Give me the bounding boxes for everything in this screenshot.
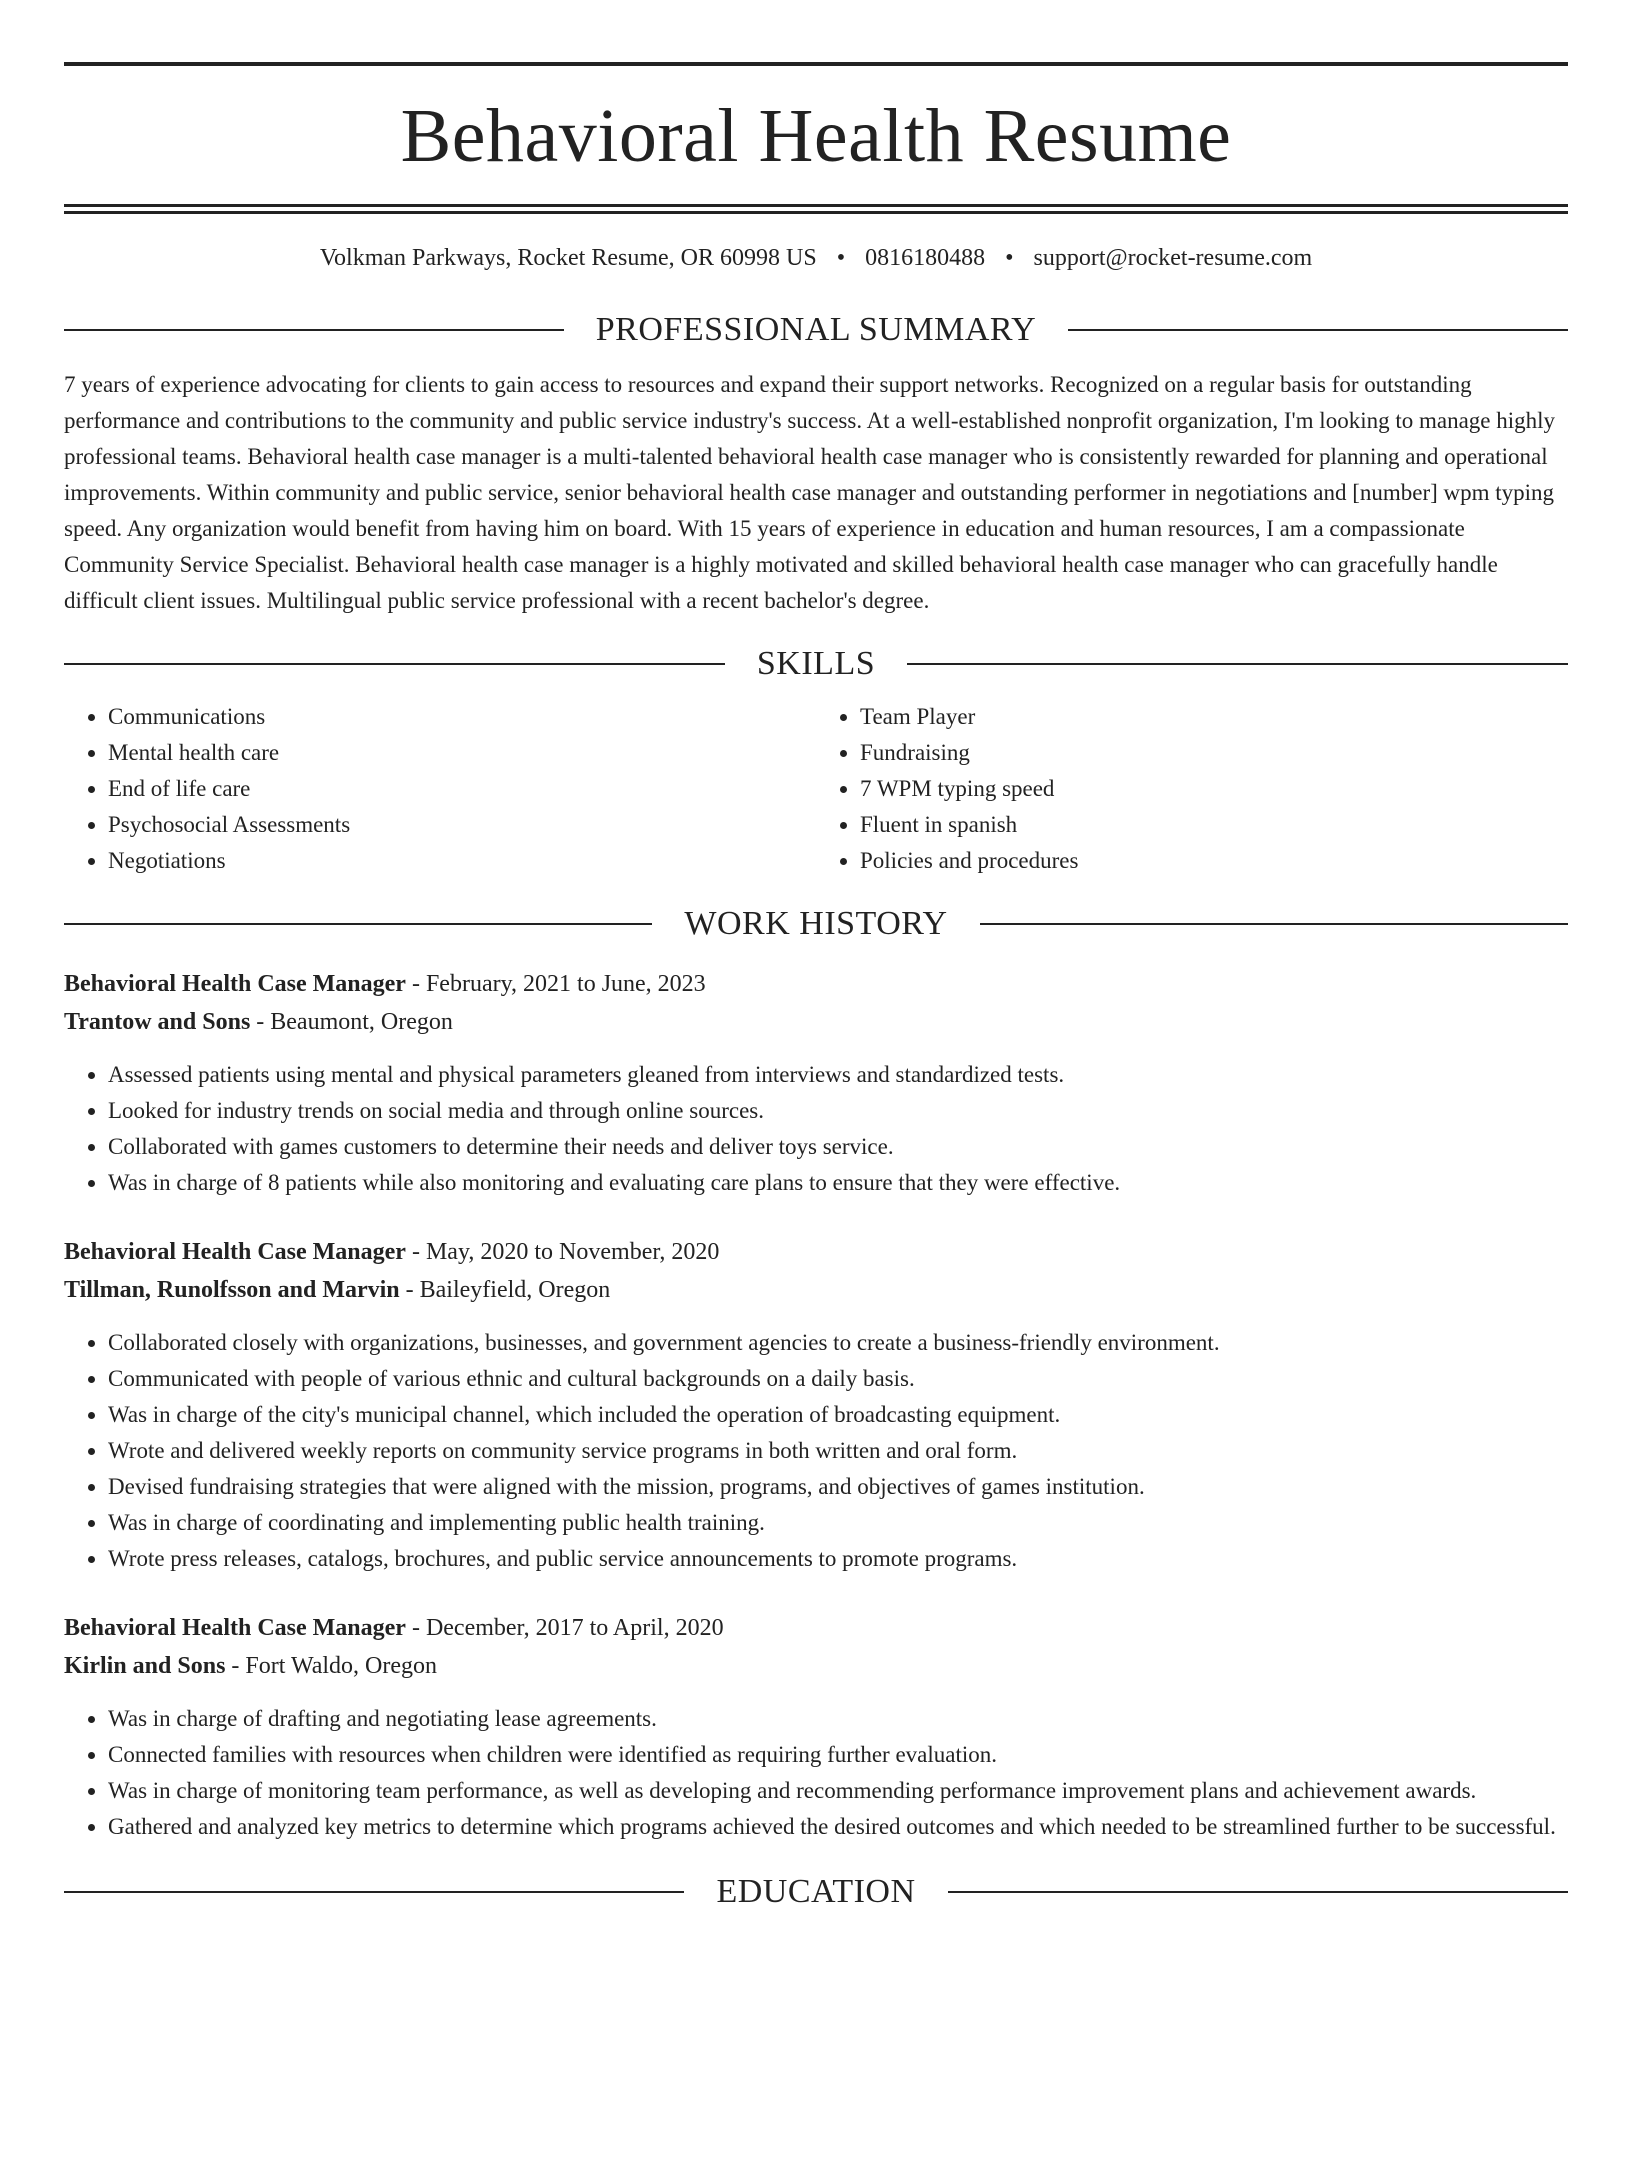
job-bullet: • Was in charge of drafting and negotiating lease agreements. [108, 1701, 1568, 1737]
skill-item: • Negotiations [108, 843, 816, 879]
contact-separator: • [836, 245, 846, 271]
skill-item: • Psychosocial Assessments [108, 807, 816, 843]
heading-rule-left [64, 1891, 684, 1893]
skill-item: • Communications [108, 699, 816, 735]
contact-line [64, 244, 1568, 273]
job-title-line [64, 965, 1568, 1003]
heading-rule-right [948, 1891, 1568, 1893]
job-bullet: • Looked for industry trends on social media and through online sources. [108, 1093, 1568, 1129]
job-location: - Beaumont, Oregon [250, 1008, 453, 1035]
heading-rule-left [64, 663, 725, 665]
contact-address: Volkman Parkways, Rocket Resume, OR 60998 US [319, 245, 817, 271]
job-location: - Fort Waldo, Oregon [225, 1652, 437, 1679]
skills-column-left [64, 699, 816, 879]
skill-item: • Fundraising [860, 735, 1568, 771]
title-double-rule [64, 204, 1568, 214]
job-bullet: • Was in charge of 8 patients while also monitoring and evaluating care plans to ensure that they were effective. [108, 1165, 1568, 1201]
job-company: Kirlin and Sons [64, 1652, 226, 1679]
job-bullet: • Wrote press releases, catalogs, brochures, and public service announcements to promote programs. [108, 1541, 1568, 1577]
job-bullet: • Was in charge of monitoring team performance, as well as developing and recommending performance improvement plans and achievement awards. [108, 1773, 1568, 1809]
skill-item: • 7 WPM typing speed [860, 771, 1568, 807]
resume-page [0, 62, 1632, 2174]
section-title: EDUCATION [716, 1872, 916, 1910]
job-entry [64, 1233, 1568, 1577]
job-bullets [64, 1057, 1568, 1201]
resume-title: Behavioral Health Resume [400, 94, 1232, 178]
job-bullet: • Connected families with resources when children were identified as requiring further evaluation. [108, 1737, 1568, 1773]
job-company-line [64, 1003, 1568, 1041]
job-title: Behavioral Health Case Manager [64, 1238, 406, 1265]
job-location: - Baileyfield, Oregon [399, 1276, 611, 1303]
job-title: Behavioral Health Case Manager [64, 1614, 406, 1641]
heading-rule-right [980, 923, 1568, 925]
job-title: Behavioral Health Case Manager [64, 970, 406, 997]
heading-rule-left [64, 923, 652, 925]
job-dates: - February, 2021 to June, 2023 [405, 970, 706, 997]
job-entry [64, 965, 1568, 1201]
job-dates: - May, 2020 to November, 2020 [405, 1238, 720, 1265]
job-bullet: • Devised fundraising strategies that were aligned with the mission, programs, and objectives of games institution. [108, 1469, 1568, 1505]
job-company-line [64, 1271, 1568, 1309]
summary-text: 7 years of experience advocating for clients to gain access to resources and expand their support networks. Recognized on a regular basis for outstanding performance and contributions to the community and public service industry's success. At a well-established nonprofit organization, I'm looking to manage highly professional teams. Behavioral health case manager is a multi-talented behavioral health case manager who is consistently rewarded for planning and operational improvements. Within community and public service, senior behavioral health case manager and outstanding performer in negotiations and [number] wpm typing speed. Any organization would benefit from having him on board. With 15 years of experience in education and human resources, I am a compassionate Community Service Specialist. Behavioral health case manager is a highly motivated and skilled behavioral health case manager who can gracefully handle difficult client issues. Multilingual public service professional with a recent bachelor's degree. [64, 371, 1556, 613]
contact-email[interactable]: support@rocket-resume.com [1033, 245, 1313, 271]
skill-item: • Fluent in spanish [860, 807, 1568, 843]
job-company: Trantow and Sons [64, 1008, 251, 1035]
skills-column-right [816, 699, 1568, 879]
job-company-line [64, 1647, 1568, 1685]
section-title: WORK HISTORY [684, 904, 948, 942]
job-bullet: • Wrote and delivered weekly reports on community service programs in both written and oral form. [108, 1433, 1568, 1469]
job-bullet: • Assessed patients using mental and physical parameters gleaned from interviews and standardized tests. [108, 1057, 1568, 1093]
section-heading-skills [64, 644, 1568, 682]
contact-phone[interactable]: 0816180488 [865, 245, 986, 271]
job-bullet: • Gathered and analyzed key metrics to determine which programs achieved the desired outcomes and which needed to be streamlined further to be successful. [108, 1809, 1568, 1845]
heading-rule-left [64, 329, 564, 331]
job-title-line [64, 1233, 1568, 1271]
section-title: PROFESSIONAL SUMMARY [595, 310, 1037, 348]
job-bullets [64, 1701, 1568, 1845]
job-title-line [64, 1609, 1568, 1647]
job-dates: - December, 2017 to April, 2020 [405, 1614, 724, 1641]
skill-item: • Mental health care [108, 735, 816, 771]
job-bullet: • Was in charge of coordinating and implementing public health training. [108, 1505, 1568, 1541]
skill-item: • Team Player [860, 699, 1568, 735]
job-bullet: • Communicated with people of various ethnic and cultural backgrounds on a daily basis. [108, 1361, 1568, 1397]
job-bullet: • Was in charge of the city's municipal channel, which included the operation of broadcasting equipment. [108, 1397, 1568, 1433]
contact-separator: • [1005, 245, 1014, 271]
skill-item: • Policies and procedures [860, 843, 1568, 879]
job-entry [64, 1609, 1568, 1845]
top-rule [64, 62, 1568, 66]
skills-list [64, 699, 1568, 879]
job-company: Tillman, Runolfsson and Marvin [64, 1276, 400, 1303]
skill-item: • End of life care [108, 771, 816, 807]
section-heading-work-history [64, 904, 1568, 942]
section-title: SKILLS [756, 644, 876, 682]
heading-rule-right [1068, 329, 1568, 331]
section-heading-education [64, 1872, 1568, 1910]
job-bullets [64, 1325, 1568, 1577]
job-bullet: • Collaborated with games customers to determine their needs and deliver toys service. [108, 1129, 1568, 1165]
job-bullet: • Collaborated closely with organizations, businesses, and government agencies to create a business-friendly environment. [108, 1325, 1568, 1361]
heading-rule-right [907, 663, 1568, 665]
section-heading-summary [64, 310, 1568, 348]
